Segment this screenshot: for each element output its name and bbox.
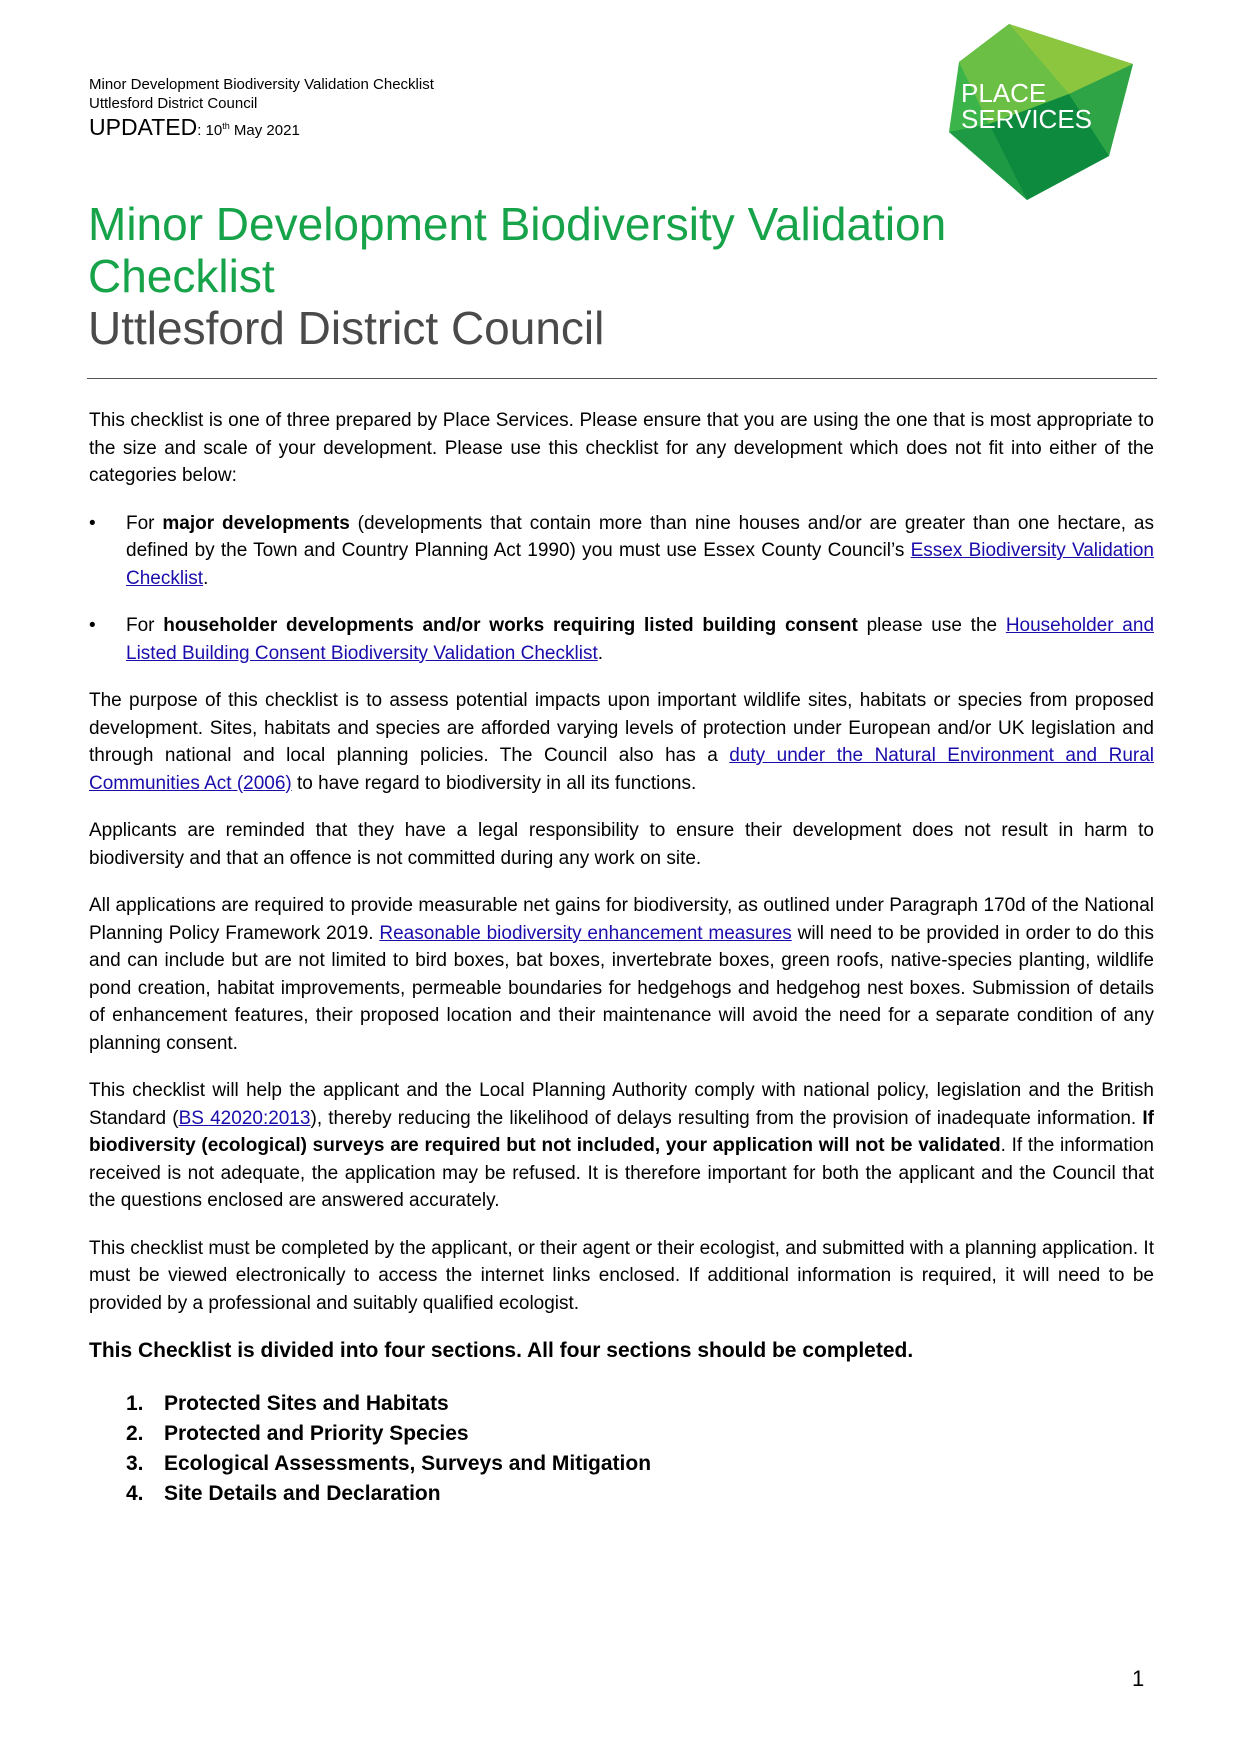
help-paragraph [89, 1077, 1154, 1215]
section-num: 2. [126, 1421, 144, 1445]
section-item [126, 1419, 1154, 1449]
page-number: 1 [1132, 1666, 1145, 1691]
intro-paragraph: This checklist is one of three prepared by Place Services. Please ensure that you are using the one that is most appropriate to the size and scale of your development. Please use this checklist for any development which does not fit into either of the categories below: [89, 410, 1154, 486]
title-line-2: Checklist [88, 250, 275, 302]
page-title [88, 198, 946, 354]
title-subtitle: Uttlesford District Council [88, 302, 605, 354]
section-label: Ecological Assessments, Surveys and Mitigation [164, 1451, 652, 1475]
sections-list [89, 1389, 1154, 1509]
purpose-text: The purpose of this checklist is to assess potential impacts upon important wildlife sites, habitats or species from proposed development. Sites, habitats and species are afforded varying levels of protection under European and/or UK legislation and through national and local planning policies. The Council also has a [89, 690, 1154, 766]
b1-mid: (developments that contain more than nine houses and/or are greater than one hectare, as defined by the Town and Country Planning Act 1990) you must use Essex County Council’s [126, 512, 1154, 561]
logo-text-place: PLACE [961, 78, 1047, 108]
updated-rest: May 2021 [229, 122, 300, 139]
enhancement-measures-link[interactable]: Reasonable biodiversity enhancement measures [379, 922, 792, 944]
updated-sep: : 10 [197, 122, 223, 139]
essex-checklist-link[interactable]: Essex Biodiversity Validation Checklist [126, 540, 1154, 589]
b2-mid: please use the [857, 615, 1006, 636]
updated-date [89, 113, 434, 144]
completion-paragraph: This checklist must be completed by the applicant, or their agent or their ecologist, and submitted with a planning application. It must be viewed electronically to access the internet links enclosed. If additional information is required, it will need to be provided by a professional and suitably qualified ecologist. [89, 1237, 1154, 1314]
updated-label: UPDATED [89, 114, 198, 140]
b1-end: . [203, 567, 209, 589]
section-label: Site Details and Declaration [164, 1481, 441, 1505]
section-label: Protected Sites and Habitats [164, 1391, 449, 1415]
bullet-icon: • [89, 512, 96, 534]
gain-end: will need to be provided in order to do this and can include but are not limited to bird boxes, bat boxes, invertebrate boxes, green roofs, native-species planting, wildlife pond creation, habitat improvements, permeable boundaries for hedgehogs and hedgehog nest boxes. Submission of details of enhancement features, their proposed location and their maintenance will avoid the need for a separate condition of any planning consent. [89, 922, 1154, 1054]
householder-checklist-link[interactable]: Householder and Listed Building Consent Biodiversity Validation Checklist [126, 615, 1155, 664]
list-item-major [89, 510, 1154, 593]
purpose-paragraph [89, 687, 1154, 797]
b2-pre: For [126, 615, 164, 636]
b2-bold: householder developments and/or works requiring listed building consent [163, 615, 858, 636]
help-text: This checklist will help the applicant and the Local Planning Authority comply with national policy, legislation and the British Standard ( [89, 1080, 1154, 1129]
updated-sup: th [222, 121, 230, 131]
b1-bold: major developments [162, 512, 350, 534]
b1-pre: For [126, 512, 163, 534]
section-item [126, 1449, 1154, 1479]
section-num: 3. [126, 1451, 144, 1475]
logo-text-services: SERVICES [961, 104, 1093, 134]
legal-paragraph: Applicants are reminded that they have a legal responsibility to ensure their development does not result in harm to biodiversity and that an offence is not committed during any work on site. [89, 820, 1154, 869]
category-list [89, 510, 1154, 668]
help-end: . If the information received is not adequate, the application may be refused. It is therefore important for both the applicant and the Council that the questions enclosed are answered accurately. [89, 1135, 1154, 1211]
header-council: Uttlesford District Council [89, 95, 258, 112]
section-item [126, 1479, 1154, 1509]
purpose-end: to have regard to biodiversity in all its functions. [291, 772, 697, 794]
help-mid: ), thereby reducing the likelihood of delays resulting from the provision of inadequate information. [310, 1107, 1143, 1129]
document-body [89, 407, 1154, 1509]
title-line-1: Minor Development Biodiversity Validation [88, 198, 947, 250]
bullet-icon: • [89, 615, 96, 636]
section-num: 4. [126, 1481, 144, 1505]
b2-end: . [597, 642, 604, 664]
net-gain-paragraph [89, 892, 1154, 1057]
bs42020-link[interactable]: BS 42020:2013 [178, 1107, 311, 1129]
gain-text: All applications are required to provide measurable net gains for biodiversity, as outlined under Paragraph 170d of the National Planning Policy Framework 2019. [89, 895, 1154, 944]
document-header [89, 75, 434, 144]
header-doc-title: Minor Development Biodiversity Validation Checklist [89, 76, 434, 93]
section-item [126, 1389, 1154, 1419]
sections-lead: This Checklist is divided into four sections. All four sections should be completed. [89, 1339, 914, 1362]
title-divider [87, 378, 1157, 379]
nerc-act-link[interactable]: duty under the Natural Environment and Rural Communities Act (2006) [89, 745, 1154, 794]
section-label: Protected and Priority Species [164, 1421, 469, 1445]
section-num: 1. [126, 1391, 144, 1415]
help-bold: If biodiversity (ecological) surveys are required but not included, your application will not be validated [89, 1107, 1154, 1156]
list-item-householder [89, 612, 1155, 667]
place-services-logo [949, 24, 1133, 200]
